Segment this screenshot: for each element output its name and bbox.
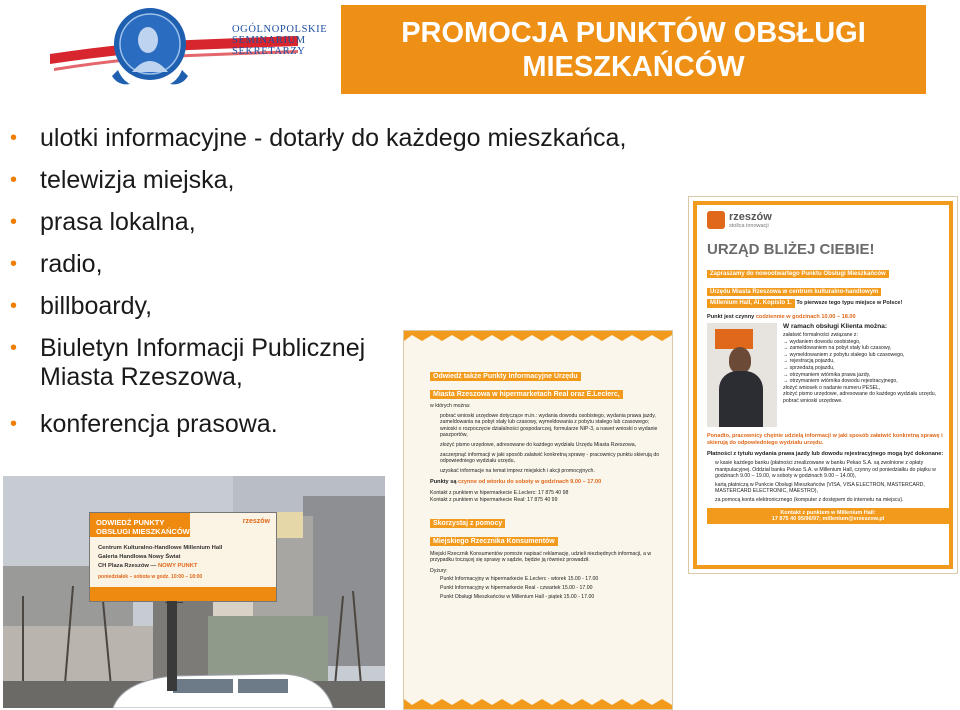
zigzag-border-bottom-icon xyxy=(404,699,672,709)
billboard-line-3-d: NOWY PUNKT xyxy=(157,563,198,569)
flyer-a-hours-a: Punkty są xyxy=(430,479,458,486)
flyer-b-band-3-row xyxy=(707,298,949,309)
bullet-item: • konferencja prasowa. xyxy=(8,410,626,452)
zigzag-border-top-icon xyxy=(404,331,672,341)
bullet-item: • prasa lokalna, xyxy=(8,208,626,250)
flyer-b-band-3-tail: To pierwsze tego typu miejsce w Polsce! xyxy=(794,300,903,306)
slide-title-line-2: MIESZKAŃCÓW xyxy=(522,50,745,83)
seminar-logo xyxy=(40,6,328,92)
flyer-b-band-1: Zapraszamy do nowootwartego Punktu Obsługi Mieszkańców xyxy=(707,270,889,278)
billboard-line-3 xyxy=(98,563,197,569)
flyer-b-service: → wymeldowaniem z pobytu stałego lub czasowego, xyxy=(783,351,905,358)
flyer-a-rzecznik: Miejski Rzecznik Konsumentów pomoże napisać reklamację, udzieli niezbędnych informacji, a w przypadku toczącej się sprawy w sądzie, będzie ją również prowadził. xyxy=(430,550,652,564)
flyer-a-heading-4: Miejskiego Rzecznika Konsumentów xyxy=(430,537,558,546)
bullet-item: • Biuletyn Informacji Publicznej Miasta Rzeszowa, xyxy=(8,334,420,410)
flyer-b-pay-head: Płatności z tytułu wydania prawa jazdy lub dowodu rejestracyjnego mogą być dokonane: xyxy=(707,451,944,457)
bullet-item: • radio, xyxy=(8,250,626,292)
flyer-b-contact-head: Kontakt z punktem w Millenium Hall: xyxy=(780,509,876,516)
billboard-line-1-a: Centrum Kulturalno-Handlowe xyxy=(98,545,184,551)
flyer-b-pay: kartą płatniczą w Punkcie Obsługi Mieszkańców (VISA, VISA ELECTRON, MASTERCARD, MASTERCARD ELECTRONIC, MAESTRO), xyxy=(715,481,925,495)
flyer-b-service: → rejestracją pojazdu, xyxy=(783,358,835,365)
billboard-header-2: OBSŁUGI MIESZKAŃCÓW xyxy=(96,527,190,536)
flyer-a-item: uzyskać informacje na temat imprez miejskich i akcji promocyjnych. xyxy=(440,467,595,474)
flyer-a-contact-1: Kontakt z punktem w hipermarkecie E.Leclerc: 17 875 40 98 xyxy=(430,490,569,497)
flyer-urzad-blizej xyxy=(688,196,958,574)
flyer-a-hours xyxy=(430,479,666,486)
flyer-b-logo xyxy=(707,211,949,229)
flyer-b-service-head: W ramach obsługi Klienta można: xyxy=(783,323,888,330)
logo-line-3: SEKRETARZY xyxy=(232,46,306,57)
flyer-b-band-2: Urzędu Miasta Rzeszowa w centrum kulturalno-handlowym xyxy=(707,288,881,296)
flyer-b-service: pobrać wnioski urzędowe. xyxy=(783,397,843,404)
flyer-a-heading-3: Skorzystaj z pomocy xyxy=(430,519,505,528)
flyer-b-contact: 17 875 40 95/96/97; millenium@erzeszow.pl xyxy=(771,515,885,522)
flyer-b-service: załatwić formalności związane z: xyxy=(783,332,858,338)
billboard-brand: rzeszów xyxy=(242,518,270,525)
billboard-line-1 xyxy=(98,545,222,551)
flyer-a-subtitle: w których można: xyxy=(430,403,471,409)
flyer-a-hours-b: czynne od wtorku do soboty w godzinach 9.00 – 17.00 xyxy=(457,479,602,486)
flyer-b-service: → wydaniem dowodu osobistego, xyxy=(783,338,861,345)
logo-line-1: OGÓLNOPOLSKIE xyxy=(232,24,328,35)
flyer-b-band-3: Millenium Hall, Al. Kopisto 1. xyxy=(707,299,795,308)
billboard-line-2 xyxy=(98,554,180,560)
flyer-b-service: → zameldowaniem na pobyt stały lub czasowy, xyxy=(783,345,892,352)
billboard-board xyxy=(89,512,277,602)
billboard-line-2-a: Galeria Handlowa xyxy=(98,554,149,560)
flyer-b-photo xyxy=(707,323,777,427)
flyer-b-service: złożyć pismo urzędowe, adresowane do każdego wydziału urzędu, xyxy=(783,391,937,398)
flyer-a-heading-2: Miasta Rzeszowa w hipermarketach Real oraz E.Leclerc, xyxy=(430,390,623,399)
flyer-a-item: pobrać wnioski urzędowe dotyczące m.in.: wydania dowodu osobistego, wydania prawa jazdy, zameldowania na pobyt stały lub czasowy, wymeldowania z pobytu stałego lub czasowego; wnioski o rozpoczęcie działalności gospodarczej, formularze NIP-3, a nawet wnioski o wydanie paszportów, xyxy=(440,412,658,439)
bullet-item: • telewizja miejska, xyxy=(8,166,626,208)
flyer-b-sign-icon xyxy=(715,329,753,349)
flyer-b-service: → sprzedażą pojazdu, xyxy=(783,364,835,371)
flyer-b-orange-note: Ponadto, pracownicy chętnie udzielą informacji w jaki sposób załatwić konkretną sprawę i skierują do odpowiedniego wydziału urzędu. xyxy=(707,433,943,446)
flyer-b-contact-box xyxy=(707,508,949,524)
flyer-b-service: → otrzymaniem wtórnika dowodu rejestracyjnego, xyxy=(783,378,898,385)
flyer-a-duty: Punkt Obsługi Mieszkańców w Millenium Hall - piątek 15.00 - 17.00 xyxy=(440,593,595,600)
logo-line-2: SEMINARIUM xyxy=(232,35,306,46)
billboard-hours: poniedziałek – sobota w godz. 10:00 – 18:00 xyxy=(98,574,203,580)
flyer-b-pay: za pomocą konta elektronicznego (komputer z dostępem do internetu na miejscu). xyxy=(715,496,904,503)
flyer-b-open-a: Punkt jest czynny xyxy=(707,314,756,320)
flyer-a-contact-2: Kontakt z punktem w hipermarkecie Real: 17 875 40 99 xyxy=(430,496,558,503)
flyer-a-duty: Punkt Informacyjny w hipermarkecie E.Leclerc - wtorek 15.00 - 17.00 xyxy=(440,576,599,583)
flyer-a-duty: Punkt Informacyjny w hipermarkecie Real - czwartek 15.00 - 17.00 xyxy=(440,584,593,591)
billboard-line-3-c: Rzeszów — xyxy=(122,563,158,569)
person-icon xyxy=(729,347,751,373)
flyer-b-open xyxy=(707,314,949,321)
billboard-photo xyxy=(3,476,385,708)
billboard-line-1-b: Millenium Hall xyxy=(183,545,223,551)
flyer-b-brand-sub: stolica innowacji xyxy=(729,222,769,229)
flyer-b-service: → otrzymaniem wtórnika prawa jazdy, xyxy=(783,371,871,378)
flyer-b-open-b: codziennie w godzinach 10.00 – 18.00 xyxy=(755,314,856,320)
billboard-line-3-b: Plaza xyxy=(107,563,123,569)
flyer-a-duty-label: Dyżury: xyxy=(430,567,448,574)
logo-text xyxy=(232,24,327,57)
billboard-header-1: ODWIEDŹ PUNKTY xyxy=(96,518,165,527)
billboard-line-2-b: Nowy Świat xyxy=(148,554,181,560)
slide-title xyxy=(341,5,926,94)
bullet-item: • billboardy, xyxy=(8,292,626,334)
flyer-points-info xyxy=(403,330,673,710)
rzeszow-logo-icon xyxy=(707,211,725,229)
flyer-b-service: złożyć wniosek o nadanie numeru PESEL, xyxy=(783,384,881,391)
flyer-a-heading-1: Odwiedź także Punkty Informacyjne Urzędu xyxy=(430,372,581,381)
flyer-a-item: złożyć pismo urzędowe, adresowane do każdego wydziału Urzędu Miasta Rzeszowa, xyxy=(440,441,637,448)
flyer-b-headline: URZĄD BLIŻEJ CIEBIE! xyxy=(707,241,875,258)
flyer-b-pay: w kasie każdego banku (płatności zrealizowane w banku Pekao S.A. są zwolnione z opłaty manipulacyjnej. Oddział banku Pekao S.A. w Millenium Hall, czynny od poniedziałku do piątku w godzinach 9.00 – 19.00, w soboty w godzinach 9.00 – 14.00), xyxy=(715,460,936,480)
bullet-item: • ulotki informacyjne - dotarły do każdego mieszkańca, xyxy=(8,124,626,166)
billboard-pole xyxy=(167,601,177,691)
slide-title-line-1: PROMOCJA PUNKTÓW OBSŁUGI xyxy=(401,16,866,49)
flyer-b-brand: rzeszów xyxy=(729,210,772,223)
flyer-a-item: zaczerpnąć informacji w jaki sposób załatwić konkretną sprawę - pracownicy punktu skierują do odpowiedniego wydziału urzędu, xyxy=(440,451,660,465)
billboard-line-3-a: CH xyxy=(98,563,108,569)
